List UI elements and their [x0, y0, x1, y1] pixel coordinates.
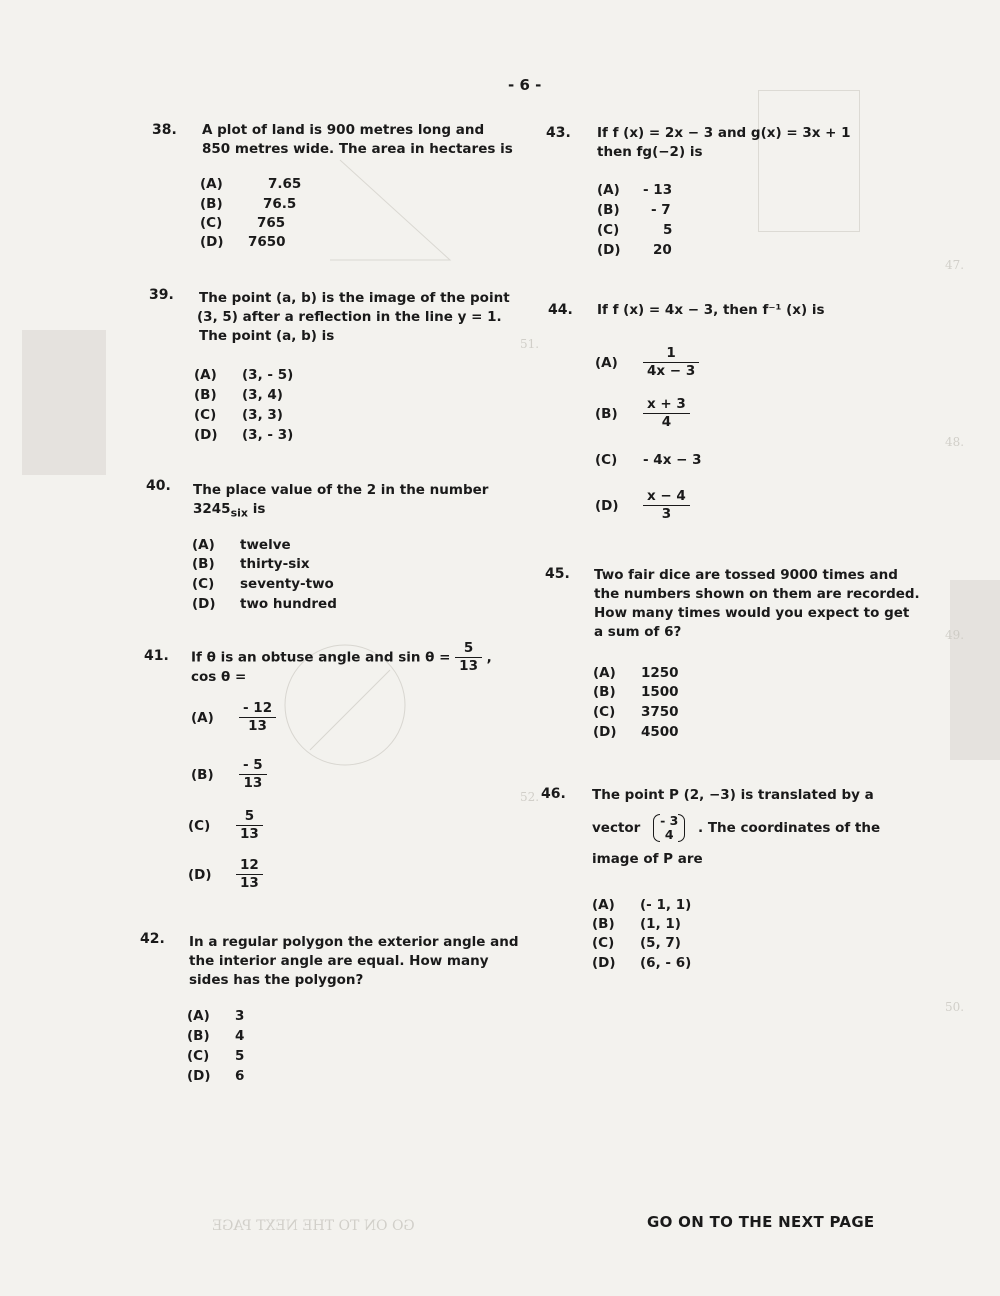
question-stem-line: The point (a, b) is: [199, 328, 335, 344]
scan-smudge-left: [22, 330, 106, 475]
question-number: 41.: [144, 648, 169, 664]
question-number: 40.: [146, 478, 171, 494]
answer-option: (C) 5: [187, 1048, 245, 1064]
question-stem-number: $3245_{six}$ is: [193, 501, 266, 520]
answer-option: (C) 3750: [593, 704, 679, 720]
answer-option: (C) $\frac{5}{13}$: [188, 808, 263, 843]
answer-option: (A) 3: [187, 1008, 245, 1024]
question-stem-line: image of P are: [592, 851, 703, 867]
answer-option: (C) (5, 7): [592, 935, 681, 951]
next-page-instruction: GO ON TO THE NEXT PAGE: [647, 1213, 875, 1231]
question-number: 43.: [546, 125, 571, 141]
question-stem-line: then fg(−2) is: [597, 144, 703, 160]
question-stem-line: If f (x) = 4x − 3, then f⁻¹ (x) is: [597, 302, 825, 318]
question-stem-line: If θ is an obtuse angle and sin θ = $\frac{5}{13}$ ,: [191, 640, 492, 674]
answer-option: (D) 7650: [200, 234, 286, 250]
answer-option: (A) (3, - 5): [194, 367, 294, 383]
answer-option: (D) $\frac{x - 4}{3}$: [595, 488, 690, 523]
answer-option: (C) 765: [200, 215, 286, 231]
question-stem-line: The point P (2, −3) is translated by a: [592, 787, 874, 803]
question-stem-line: vector - 3 4 . The coordinates of the: [592, 813, 881, 842]
answer-option: (A) $\frac{- 12}{13}$: [191, 700, 276, 735]
answer-option: (D) 4500: [593, 724, 679, 740]
question-number: 44.: [548, 302, 573, 318]
question-stem-line: sides has the polygon?: [189, 972, 364, 988]
question-stem-line: 850 metres wide. The area in hectares is: [202, 141, 513, 157]
question-number: 46.: [541, 786, 566, 802]
question-number: 39.: [149, 287, 174, 303]
answer-option: (B) thirty-six: [192, 556, 310, 572]
question-stem-line: a sum of 6?: [594, 624, 682, 640]
answer-option: (D) $\frac{12}{13}$: [188, 857, 263, 892]
answer-option: (A) $\frac{1}{4x - 3}$: [595, 345, 699, 380]
bleed-matrix-box: [758, 90, 860, 232]
bleed-triangle: [330, 150, 470, 270]
answer-option: (D) two hundred: [192, 596, 337, 612]
bleed-footer-mirror: GO ON TO THE NEXT PAGE: [212, 1218, 415, 1234]
bleed-qnum-52: 52.: [520, 790, 540, 804]
answer-option: (B) $\frac{x + 3}{4}$: [595, 396, 690, 431]
stem-fraction: $\frac{5}{13}$: [455, 640, 482, 675]
page-number: - 6 -: [508, 76, 542, 94]
bleed-qnum-47: 47.: [945, 258, 965, 272]
answer-option: (C) 5: [597, 222, 673, 238]
answer-option: (D) 20: [597, 242, 672, 258]
question-stem-line: Two fair dice are tossed 9000 times and: [594, 567, 898, 583]
answer-option: (D) 6: [187, 1068, 245, 1084]
answer-option: (B) (1, 1): [592, 916, 681, 932]
answer-option: (A) 1250: [593, 665, 679, 681]
question-stem-line: If f (x) = 2x − 3 and g(x) = 3x + 1: [597, 125, 851, 141]
answer-option: (A) twelve: [192, 537, 291, 553]
answer-option: (B) 1500: [593, 684, 679, 700]
question-stem-line: In a regular polygon the exterior angle and: [189, 934, 519, 950]
question-stem-line: the numbers shown on them are recorded.: [594, 586, 920, 602]
answer-option: (B) 4: [187, 1028, 245, 1044]
scan-smudge-right: [950, 580, 1000, 760]
question-stem-line: cos θ =: [191, 669, 247, 685]
bleed-qnum-48: 48.: [945, 435, 965, 449]
answer-option: (B) 76.5: [200, 196, 297, 212]
bleed-qnum-49: 49.: [945, 628, 965, 642]
answer-option: (A) - 13: [597, 182, 673, 198]
translation-vector: - 3 4: [653, 814, 685, 842]
question-number: 38.: [152, 122, 177, 138]
answer-option: (B) (3, 4): [194, 387, 283, 403]
answer-option: (A) 7.65: [200, 176, 302, 192]
question-number: 42.: [140, 931, 165, 947]
answer-option: (B) - 7: [597, 202, 671, 218]
answer-option: (D) (6, - 6): [592, 955, 692, 971]
question-number: 45.: [545, 566, 570, 582]
answer-option: (C) seventy-two: [192, 576, 334, 592]
question-stem-line: The point (a, b) is the image of the point: [199, 290, 510, 306]
question-stem-line: The place value of the 2 in the number: [193, 482, 489, 498]
answer-option: (D) (3, - 3): [194, 427, 294, 443]
question-stem-line: (3, 5) after a reflection in the line y = 1.: [197, 309, 502, 325]
answer-option: (C) - 4x − 3: [595, 452, 702, 468]
answer-option: (B) $\frac{- 5}{13}$: [191, 757, 267, 792]
answer-option: (C) (3, 3): [194, 407, 283, 423]
answer-option: (A) (- 1, 1): [592, 897, 692, 913]
question-stem-line: A plot of land is 900 metres long and: [202, 122, 485, 138]
bleed-qnum-51: 51.: [520, 337, 540, 351]
question-stem-line: How many times would you expect to get: [594, 605, 910, 621]
bleed-qnum-50: 50.: [945, 1000, 965, 1014]
question-stem-line: the interior angle are equal. How many: [189, 953, 489, 969]
